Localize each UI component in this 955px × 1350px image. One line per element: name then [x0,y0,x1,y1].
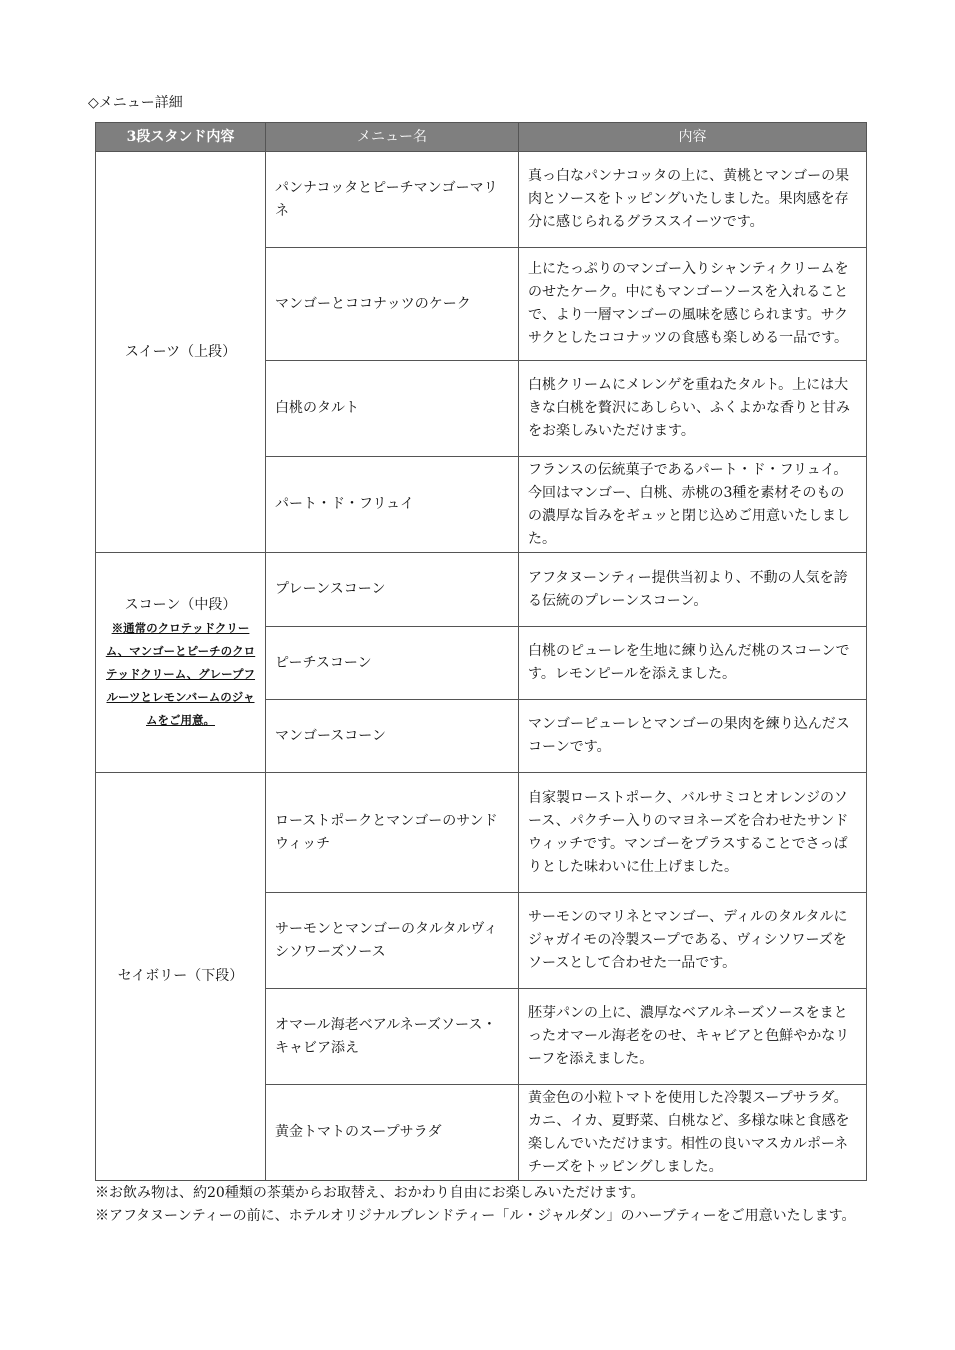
table-row [96,152,867,248]
menu-name-cell: 白桃のタルト [266,361,519,457]
table-row [96,773,867,893]
menu-description-cell: 黄金色の小粒トマトを使用した冷製スープサラダ。カニ、イカ、夏野菜、白桃など、多様な味と食感を楽しんでいただけます。相性の良いマスカルポーネチーズをトッピングしました。 [519,1085,867,1181]
menu-name-cell: プレーンスコーン [266,553,519,627]
category-label: スイーツ（上段） [124,343,237,360]
menu-description-cell: フランスの伝統菓子であるパート・ド・フリュイ。今回はマンゴー、白桃、赤桃の3種を素材そのものの濃厚な旨みをギュッと閉じ込めご用意いたしました。 [519,457,867,553]
menu-description-cell: 白桃クリームにメレンゲを重ねたタルト。上には大きな白桃を贅沢にあしらい、ふくよかな香りと甘みをお楽しみいただけます。 [519,361,867,457]
table-header-row [96,123,867,152]
menu-description-cell: マンゴーピューレとマンゴーの果肉を練り込んだスコーンです。 [519,700,867,773]
menu-description-cell: アフタヌーンティー提供当初より、不動の人気を誇る伝統のプレーンスコーン。 [519,553,867,627]
menu-name-cell: オマール海老ベアルネーズソース・キャビア添え [266,989,519,1085]
footnotes [95,1182,865,1228]
menu-description-cell: 白桃のピューレを生地に練り込んだ桃のスコーンです。レモンピールを添えました。 [519,627,867,700]
menu-description-cell: 上にたっぷりのマンゴー入りシャンティクリームをのせたケーク。中にもマンゴーソースを入れることで、より一層マンゴーの風味を感じられます。サクサクとしたココナッツの食感も楽しめる一品です。 [519,248,867,361]
category-note: ※通常のクロテッドクリーム、マンゴーとピーチのクロテッドクリーム、グレープフルーツとレモンバームのジャムをご用意。 [105,620,256,727]
menu-description-cell: 自家製ローストポーク、バルサミコとオレンジのソース、パクチー入りのマヨネーズを合わせたサンドウィッチです。マンゴーをプラスすることでさっぱりとした味わいに仕上げました。 [519,773,867,893]
header-stand: 3段スタンド内容 [96,123,266,152]
menu-name-cell: 黄金トマトのスープサラダ [266,1085,519,1181]
menu-name-cell: パンナコッタとピーチマンゴーマリネ [266,152,519,248]
menu-name-cell: パート・ド・フリュイ [266,457,519,553]
menu-name-cell: サーモンとマンゴーのタルタルヴィシソワーズソース [266,893,519,989]
header-menu-name: メニュー名 [266,123,519,152]
menu-description-cell: 胚芽パンの上に、濃厚なベアルネーズソースをまとったオマール海老をのせ、キャビアと色鮮やかなリーフを添えました。 [519,989,867,1085]
menu-name-cell: ピーチスコーン [266,627,519,700]
menu-description-cell: サーモンのマリネとマンゴー、ディルのタルタルにジャガイモの冷製スープである、ヴィシソワーズをソースとして合わせた一品です。 [519,893,867,989]
menu-table [95,122,867,1181]
table-row [96,553,867,627]
category-cell [96,773,266,1181]
category-cell [96,553,266,773]
header-content: 内容 [519,123,867,152]
category-label: セイボリー（下段） [117,968,244,984]
menu-description-cell: 真っ白なパンナコッタの上に、黄桃とマンゴーの果肉とソースをトッピングいたしました。果肉感を存分に感じられるグラススイーツです。 [519,152,867,248]
menu-name-cell: マンゴーとココナッツのケーク [266,248,519,361]
footnote: ※お飲み物は、約20種類の茶葉からお取替え、おかわり自由にお楽しみいただけます。 [95,1185,645,1201]
category-cell [96,152,266,553]
category-label: スコーン（中段） [124,596,237,613]
menu-name-cell: ローストポークとマンゴーのサンドウィッチ [266,773,519,893]
menu-name-cell: マンゴースコーン [266,700,519,773]
section-heading: ◇メニュー詳細 [88,95,183,111]
footnote: ※アフタヌーンティーの前に、ホテルオリジナルブレンドティー「ル・ジャルダン」のハーブティーをご用意いたします。 [95,1208,856,1224]
